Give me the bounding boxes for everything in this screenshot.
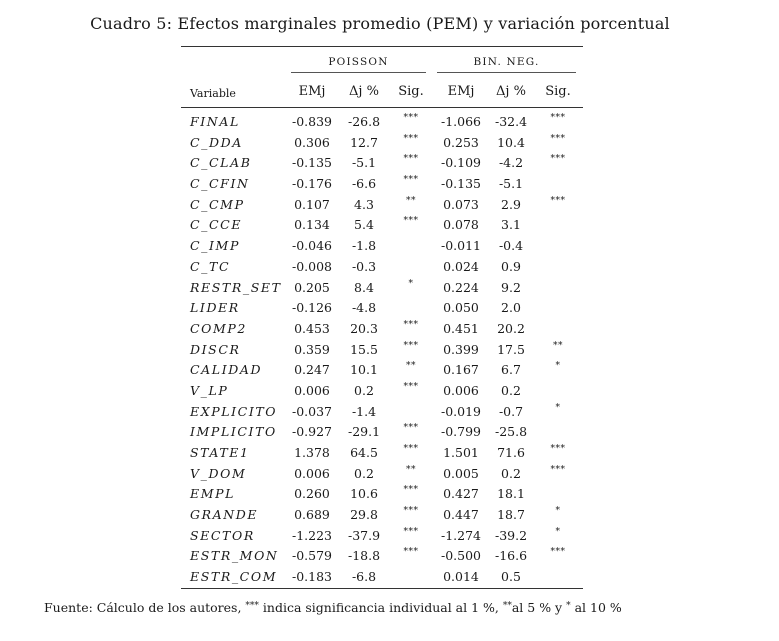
cell-binneg-sig: *** [550,154,566,165]
cell-poisson-em: 1.378 [294,445,330,460]
binneg-subrule [437,72,576,73]
cell-binneg-sig: *** [550,444,566,454]
cell-variable: ESTR_MON [190,548,279,564]
cell-binneg-sig: *** [550,547,566,558]
cell-poisson-delta: 0.2 [354,465,374,481]
cell-variable: C_TC [190,258,231,274]
footnote-stars-5pct: ** [502,601,512,611]
table-row [0,526,779,547]
table-row [0,195,779,216]
cell-poisson-em: 0.689 [294,507,330,523]
cell-poisson-sig: *** [403,381,419,392]
bottom-rule [181,588,583,589]
cell-binneg-em: -0.109 [440,155,481,171]
cell-poisson-delta: 29.8 [350,507,378,523]
cell-poisson-delta: 4.3 [354,196,374,212]
footnote-mid2: al 5 % y [511,600,567,615]
cell-poisson-delta: 10.6 [350,486,378,502]
cell-poisson-delta: -5.1 [351,155,377,171]
table-row [0,443,779,464]
cell-poisson-sig: *** [403,154,419,165]
cell-poisson-delta: 64.5 [350,445,378,460]
cell-binneg-em: -1.066 [440,114,481,129]
cell-binneg-em: 0.024 [443,258,479,274]
table-row [0,381,779,402]
table-row [0,505,779,526]
cell-binneg-delta: -5.1 [498,176,524,192]
cell-binneg-em: -0.500 [440,548,481,564]
cell-poisson-em: 0.247 [294,362,330,378]
footnote-mid1: indica significancia individual al 1 %, [258,600,503,615]
cell-poisson-em: -0.135 [291,155,332,171]
cell-variable: V_DOM [190,465,247,481]
cell-variable: ESTR_COM [190,569,278,585]
cell-binneg-em: 0.006 [443,382,479,398]
cell-poisson-delta: -4.8 [351,300,377,316]
cell-binneg-sig: * [555,506,561,517]
table-row [0,340,779,361]
table-row [0,153,779,174]
cell-poisson-em: -0.046 [291,238,332,254]
cell-binneg-delta: 2.9 [501,196,521,212]
cell-binneg-sig: *** [550,195,566,206]
cell-binneg-delta: -16.6 [494,548,528,564]
cell-poisson-sig: *** [403,319,419,330]
cell-variable: COMP2 [190,320,247,336]
cell-binneg-delta: 0.2 [501,465,521,481]
cell-binneg-em: 0.447 [443,507,479,523]
cell-variable: FINAL [190,114,240,129]
cell-poisson-em: -0.126 [291,300,332,316]
cell-binneg-delta: 0.5 [501,569,521,585]
cell-variable: CALIDAD [190,362,263,378]
cell-variable: C_CLAB [190,155,252,171]
cell-binneg-em: -0.135 [440,176,481,192]
cell-binneg-sig: *** [550,133,566,144]
cell-variable: C_CCE [190,217,243,233]
table-row [0,112,779,133]
poisson-subrule [291,72,426,73]
cell-poisson-sig: ** [406,195,416,206]
cell-poisson-sig: *** [403,506,419,517]
cell-poisson-sig: *** [403,485,419,496]
cell-poisson-sig: *** [403,423,419,434]
cell-binneg-em: -0.799 [440,424,481,440]
cell-poisson-em: -0.927 [291,424,332,440]
cell-variable: V_LP [190,382,229,398]
cell-binneg-em: 0.427 [443,486,479,502]
cell-binneg-em: -1.274 [440,527,481,543]
cell-variable: SECTOR [190,527,255,543]
table-row [0,257,779,278]
cell-binneg-em: 0.078 [443,217,479,233]
table-row [0,298,779,319]
cell-poisson-delta: 12.7 [350,134,378,150]
cell-poisson-sig: *** [403,113,419,123]
cell-poisson-delta: -26.8 [347,114,381,129]
cell-poisson-delta: -37.9 [347,527,381,543]
header-binneg-em: EMj [447,84,475,99]
table-row [0,402,779,423]
cell-variable: DISCR [190,341,241,357]
header-binneg-sig: Sig. [545,84,571,99]
cell-poisson-delta: -6.8 [351,569,377,585]
cell-binneg-sig: *** [550,464,566,475]
cell-binneg-delta: -39.2 [494,527,528,543]
table-row [0,546,779,567]
table-row [0,422,779,443]
table-row [0,464,779,485]
cell-binneg-sig: * [555,402,561,413]
cell-poisson-delta: 20.3 [350,320,378,336]
cell-binneg-delta: 17.5 [497,341,525,357]
footnote [44,600,622,615]
cell-variable: RESTR_SET [190,279,282,295]
cell-binneg-sig: ** [553,340,563,351]
cell-binneg-sig: * [555,526,561,537]
cell-variable: C_DDA [190,134,243,150]
cell-binneg-delta: 20.2 [497,320,525,336]
footnote-stars-10pct: * [566,601,571,611]
footnote-stars-1pct: *** [245,601,259,611]
cell-binneg-delta: 10.4 [497,134,525,150]
cell-poisson-delta: -6.6 [351,176,377,192]
cell-poisson-sig: *** [403,133,419,144]
cell-poisson-em: -0.183 [291,569,332,585]
table-body [0,112,779,588]
top-rule [181,46,583,47]
table-row [0,360,779,381]
cell-poisson-em: 0.359 [294,341,330,357]
cell-poisson-delta: -0.3 [351,258,377,274]
cell-binneg-em: 0.224 [443,279,479,295]
header-poisson-delta: Δj % [349,84,379,99]
cell-poisson-em: -0.008 [291,258,332,274]
cell-binneg-em: -0.011 [440,238,481,254]
cell-poisson-em: 0.006 [294,382,330,398]
cell-binneg-em: 0.399 [443,341,479,357]
cell-variable: EMPL [190,486,236,502]
table-row [0,567,779,588]
header-poisson-em: EMj [298,84,326,99]
table-row [0,133,779,154]
header-variable: Variable [190,87,236,100]
cell-binneg-em: 0.073 [443,196,479,212]
cell-binneg-delta: -32.4 [494,114,528,129]
table-row [0,174,779,195]
cell-binneg-em: 0.167 [443,362,479,378]
cell-binneg-delta: 0.9 [501,258,521,274]
table-row [0,236,779,257]
cell-binneg-em: -0.019 [440,403,481,419]
footnote-prefix: Fuente: Cálculo de los autores, [44,600,246,615]
cell-binneg-em: 0.050 [443,300,479,316]
cell-binneg-delta: -0.7 [498,403,524,419]
cell-poisson-em: 0.107 [294,196,330,212]
cell-binneg-delta: 18.1 [497,486,525,502]
cell-variable: LIDER [190,300,240,316]
cell-poisson-em: 0.306 [294,134,330,150]
table-row [0,215,779,236]
cell-poisson-delta: 15.5 [350,341,378,357]
cell-poisson-delta: 10.1 [350,362,378,378]
cell-poisson-em: -0.176 [291,176,332,192]
cell-binneg-delta: 6.7 [501,362,521,378]
cell-variable: C_CFIN [190,176,250,192]
cell-binneg-delta: -4.2 [498,155,524,171]
cell-variable: C_CMP [190,196,245,212]
cell-binneg-sig: *** [550,113,566,123]
header-poisson-sig: Sig. [398,84,424,99]
cell-binneg-delta: 2.0 [501,300,521,316]
cell-binneg-delta: 71.6 [497,445,525,460]
cell-binneg-delta: 3.1 [501,217,521,233]
header-binneg-delta: Δj % [496,84,526,99]
cell-variable: C_IMP [190,238,240,254]
cell-variable: IMPLICITO [190,424,277,440]
cell-binneg-em: 0.253 [443,134,479,150]
footnote-suffix: al 10 % [570,600,622,615]
cell-binneg-em: 1.501 [443,445,479,460]
cell-binneg-delta: -25.8 [494,424,528,440]
table-row [0,278,779,299]
cell-poisson-sig: *** [403,216,419,227]
cell-poisson-em: 0.205 [294,279,330,295]
cell-poisson-sig: *** [403,526,419,537]
cell-binneg-delta: 9.2 [501,279,521,295]
cell-poisson-delta: -1.4 [351,403,377,419]
cell-poisson-delta: -18.8 [347,548,381,564]
cell-poisson-em: 0.453 [294,320,330,336]
cell-poisson-sig: *** [403,547,419,558]
cell-poisson-em: -0.839 [291,114,332,129]
table-caption: Cuadro 5: Efectos marginales promedio (PEM) y variación porcentual [90,14,670,33]
table-row [0,484,779,505]
cell-poisson-sig: *** [403,340,419,351]
cell-binneg-sig: * [555,361,561,372]
cell-binneg-delta: 0.2 [501,382,521,398]
cell-poisson-em: -1.223 [291,527,332,543]
cell-poisson-sig: ** [406,361,416,372]
cell-variable: EXPLICITO [190,403,278,419]
cell-poisson-delta: 5.4 [354,217,374,233]
header-rule [181,107,583,108]
cell-poisson-em: -0.579 [291,548,332,564]
cell-poisson-sig: ** [406,464,416,475]
cell-poisson-delta: 0.2 [354,382,374,398]
cell-variable: STATE1 [190,445,250,460]
cell-poisson-delta: -1.8 [351,238,377,254]
cell-poisson-em: 0.134 [294,217,330,233]
cell-binneg-em: 0.451 [443,320,479,336]
table-row [0,319,779,340]
cell-binneg-em: 0.005 [443,465,479,481]
cell-poisson-sig: *** [403,175,419,186]
cell-poisson-sig: *** [403,444,419,454]
group-header-poisson: POISSON [328,56,389,68]
cell-poisson-delta: 8.4 [354,279,374,295]
group-header-binneg: BIN. NEG. [473,56,540,68]
cell-poisson-sig: * [408,278,414,289]
cell-binneg-em: 0.014 [443,569,479,585]
cell-variable: GRANDE [190,507,259,523]
cell-binneg-delta: 18.7 [497,507,525,523]
cell-binneg-delta: -0.4 [498,238,524,254]
cell-poisson-delta: -29.1 [347,424,381,440]
cell-poisson-em: 0.260 [294,486,330,502]
cell-poisson-em: 0.006 [294,465,330,481]
cell-poisson-em: -0.037 [291,403,332,419]
